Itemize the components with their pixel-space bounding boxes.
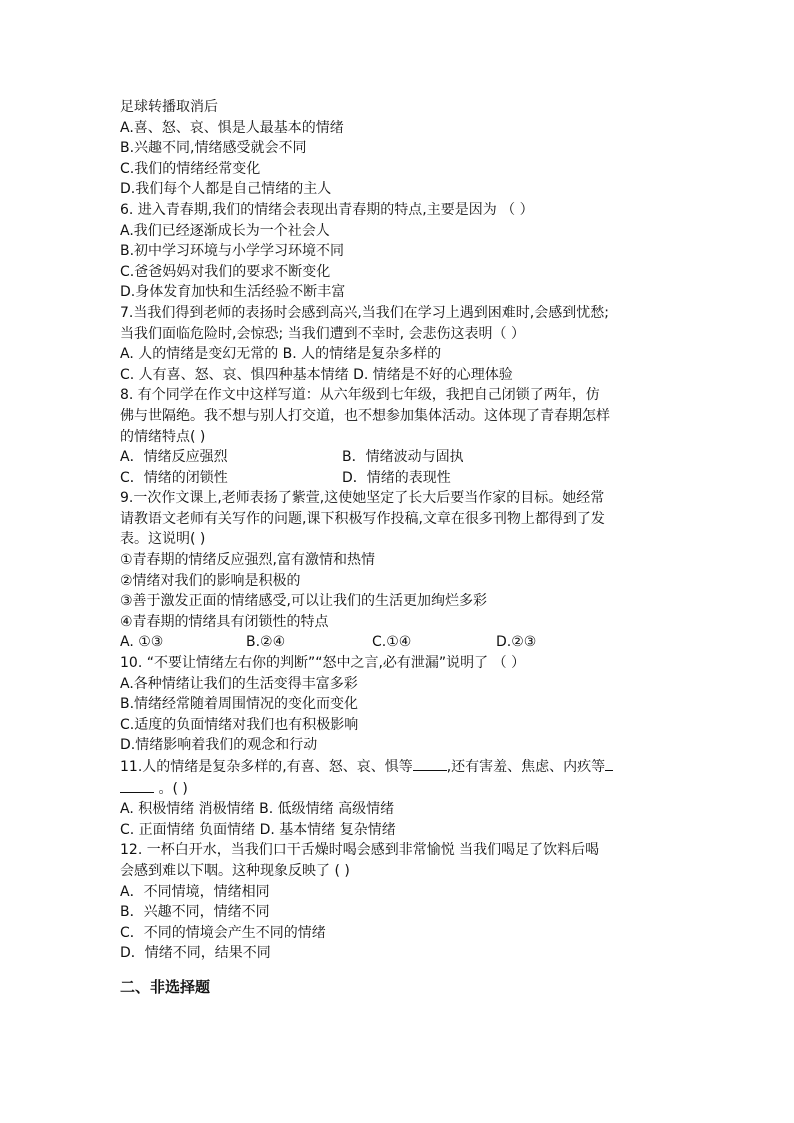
q8-option-b: B．情绪波动与固执 (342, 449, 464, 466)
fill-blank-2-start (605, 756, 613, 771)
document-page (120, 97, 680, 1013)
q10-option-d: D.情绪影响着我们的观念和行动 (120, 737, 318, 754)
fill-blank-2-end (120, 778, 154, 793)
q8-options-row-1 (120, 447, 680, 468)
q9-options-row (120, 632, 680, 653)
q9-statement-2: ②情绪对我们的影响是积极的 (120, 572, 301, 589)
q11-text-end: 。( ) (154, 780, 188, 797)
q10-option-a: A.各种情绪让我们的生活变得丰富多彩 (120, 675, 358, 692)
q9-option-c: C.①④ (372, 634, 412, 651)
q9-statement-4: ④青春期的情绪具有闭锁性的特点 (120, 613, 329, 630)
q6-option-b: B.初中学习环境与小学学习环境不同 (120, 243, 345, 260)
question-7-line-2: 当我们面临危险时,会惊恐; 当我们遭到不幸时, 会悲伤这表明（ ） (120, 325, 525, 342)
option-b: B.兴趣不同,情绪感受就会不同 (120, 140, 307, 157)
option-c: C.我们的情绪经常变化 (120, 160, 261, 177)
q10-option-b: B.情绪经常随着周围情况的变化而变化 (120, 696, 359, 713)
q7-options-cd: C. 人有喜、怒、哀、惧四种基本情绪 D. 情绪是不好的心理体验 (120, 366, 513, 383)
question-9-line-1: 9.一次作文课上,老师表扬了紫萱,这使她坚定了长大后要当作家的目标。她经常 (120, 490, 605, 507)
question-12-line-2: 会感到难以下咽。这种现象反映了 ( ) (120, 862, 350, 879)
q8-options-row-2 (120, 468, 680, 489)
question-9-line-3: 表。这说明( ) (120, 531, 206, 548)
q9-option-b: B.②④ (246, 634, 286, 651)
fill-blank-1 (413, 756, 447, 771)
question-8-line-1: 8. 有个同学在作文中这样写道：从六年级到七年级，我把自己闭锁了两年，仿 (120, 387, 600, 404)
q11-text-pre: 11.人的情绪是复杂多样的,有喜、怒、哀、惧等 (120, 759, 413, 775)
q6-option-d: D.身体发育加快和生活经验不断丰富 (120, 284, 346, 301)
question-8-line-3: 的情绪特点( ) (120, 428, 206, 445)
q11-options-cd: C. 正面情绪 负面情绪 D. 基本情绪 复杂情绪 (120, 821, 396, 838)
question-9-line-2: 请教语文老师有关写作的问题,课下积极写作投稿,文章在很多刊物上都得到了发 (120, 510, 605, 527)
question-11-line-1 (120, 756, 680, 778)
q12-option-a: A．不同情境，情绪相同 (120, 883, 270, 900)
q11-text-post: ,还有害羞、焦虑、内疚等 (446, 759, 606, 775)
q12-option-b: B．兴趣不同，情绪不同 (120, 904, 270, 921)
option-d: D.我们每个人都是自己情绪的主人 (120, 181, 332, 198)
q9-option-a: A. ①③ (120, 634, 164, 651)
question-11-line-2 (120, 778, 680, 800)
q10-option-c: C.适度的负面情绪对我们也有积极影响 (120, 716, 359, 733)
section-title: 二、非选择题 (120, 977, 211, 996)
option-a: A.喜、怒、哀、惧是人最基本的情绪 (120, 119, 344, 136)
question-10: 10. “不要让情绪左右你的判断”“怒中之言,必有泄漏”说明了 （ ） (120, 655, 526, 672)
q9-option-d: D.②③ (496, 634, 537, 651)
q9-statement-3: ③善于激发正面的情绪感受,可以让我们的生活更加绚烂多彩 (120, 593, 487, 610)
question-8-line-2: 佛与世隔绝。我不想与别人打交道，也不想参加集体活动。这体现了青春期怎样 (120, 407, 610, 424)
question-continuation: 足球转播取消后 (120, 99, 218, 115)
q6-option-a: A.我们已经逐渐成长为一个社会人 (120, 222, 330, 239)
q8-option-d: D．情绪的表现性 (342, 469, 451, 486)
question-7-line-1: 7.当我们得到老师的表扬时会感到高兴,当我们在学习上遇到困难时,会感到忧愁; (120, 304, 609, 321)
q12-option-c: C．不同的情境会产生不同的情绪 (120, 924, 326, 941)
q8-option-a: A．情绪反应强烈 (120, 449, 228, 466)
q9-statement-1: ①青春期的情绪反应强烈,富有激情和热情 (120, 552, 375, 569)
question-6: 6. 进入青春期,我们的情绪会表现出青春期的特点,主要是因为 （ ） (120, 201, 534, 218)
q6-option-c: C.爸爸妈妈对我们的要求不断变化 (120, 263, 331, 280)
q11-options-ab: A. 积极情绪 消极情绪 B. 低级情绪 高级情绪 (120, 801, 395, 818)
q7-options-ab: A. 人的情绪是变幻无常的 B. 人的情绪是复杂多样的 (120, 346, 442, 363)
q12-option-d: D．情绪不同，结果不同 (120, 945, 271, 962)
question-12-line-1: 12. 一杯白开水，当我们口干舌燥时喝会感到非常愉悦 当我们喝足了饮料后喝 (120, 842, 600, 859)
q8-option-c: C．情绪的闭锁性 (120, 469, 228, 486)
